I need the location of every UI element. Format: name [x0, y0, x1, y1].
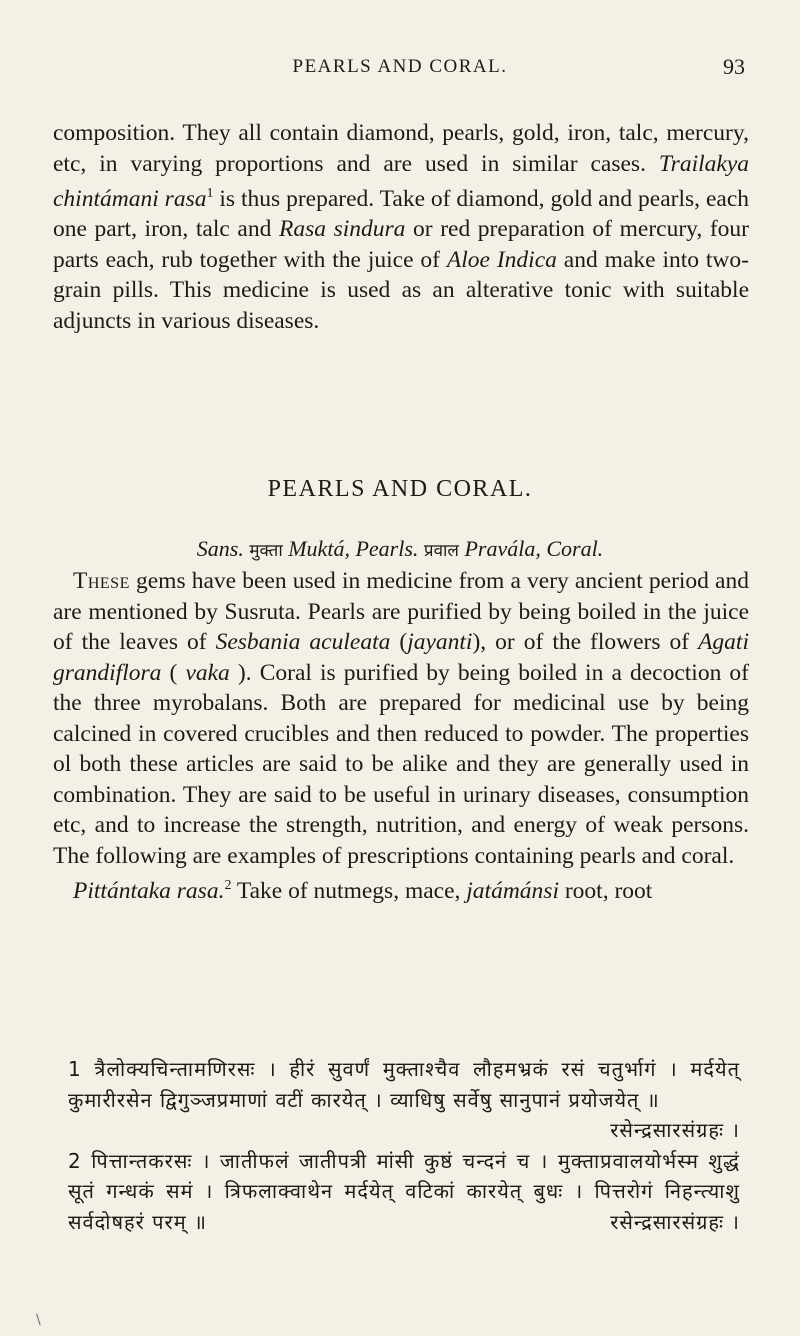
para2-text-5: ). Coral is purified by being boiled in a decoction of the three myrobalans. Both are prepared for medicinal use by being calcined in covered crucibles and then reduced to powder. The properties ol both these articles are said to be alike and they are generally used in combination. They are said to be useful in urinary diseases, consumption etc, and to increase the strength, nutrition, and energy of weak persons. The following are examples of prescriptions containing pearls and coral.: [53, 659, 750, 869]
para1-text-2: is thus prepared. Take of diamond, gold and pearls, each one part, iron, talc and: [53, 185, 750, 243]
aloe-indica: Aloe Indica: [446, 246, 557, 273]
sanskrit-footnotes: [68, 1054, 740, 1237]
devanagari-mukta: मुक्ता: [249, 541, 283, 561]
rasa-sindura: Rasa sindura: [278, 216, 406, 243]
sans-label: Sans.: [196, 536, 244, 561]
paragraph-pearls-coral: [53, 566, 749, 906]
footnote-ref-2: 2: [224, 878, 232, 893]
para2-text-3: ), or of the flowers of: [472, 629, 699, 655]
running-title: PEARLS AND CORAL.: [292, 56, 508, 77]
pittantaka-name: Pittántaka rasa.: [73, 877, 225, 904]
corner-mark: \: [36, 1312, 41, 1328]
pravala-gloss: Pravála, Coral.: [464, 536, 604, 561]
these-smallcaps: These: [73, 568, 130, 594]
footnote-1-text: 1 त्रैलोक्यचिन्तामणिरसः । हीरं सुवर्णं मुक्ताश्चैव लौहमभ्रकं रसं चतुर्भागं । मर्दयेत् कुमारीरसेन द्विगुञ्जप्रमाणां वटीं कारयेत् । व्याधिषु सर्वेषु सानुपानं प्रयोजयेत् ॥: [68, 1057, 740, 1112]
section-heading: PEARLS AND CORAL.: [267, 476, 533, 502]
sanskrit-names-line: [0, 536, 800, 562]
footnote-ref-1: 1: [206, 186, 214, 201]
trailakya-name: Trailakya chintámani rasa: [53, 150, 749, 212]
para1-text-4: and make into two-grain pills. This medicine is used as an alterative tonic with suitable adjuncts in various diseases.: [53, 246, 749, 334]
para3-text-2: root, root: [558, 877, 653, 904]
devanagari-pravala: प्रवाल: [423, 541, 459, 561]
page-number: 93: [723, 54, 745, 79]
jatamansi: jatámánsi: [466, 877, 559, 904]
vaka: vaka: [185, 659, 230, 686]
mukta-gloss: Muktá, Pearls.: [288, 536, 419, 561]
para1-text-1: composition. They all contain diamond, pearls, gold, iron, talc, mercury, etc, in varying proportions and are used in similar cases.: [53, 120, 749, 177]
paragraph-trailakya: [53, 118, 749, 336]
footnote-2: [68, 1146, 740, 1238]
footnote-1: [68, 1054, 740, 1142]
para2-text-2: (: [390, 629, 408, 655]
para2-text-1: gems have been used in medicine from a very ancient period and are mentioned by Susruta. Pearls are purified by being boiled in the juice of the leaves of: [53, 568, 749, 655]
para3-text-1: Take of nutmegs, mace,: [231, 877, 467, 904]
agati: Agati grandiflora: [53, 629, 749, 686]
footnote-2-text: 2 पित्तान्तकरसः । जातीफलं जातीपत्री मांसी कुष्ठं चन्दनं च । मुक्ताप्रवालयोर्भस्म शुद्धं सूतं गन्धकं समं । त्रिफलाक्वाथेन मर्दयेत् वटिकां कारयेत् बुधः । पित्तरोगं निहन्त्याशु सर्वदोषहरं परम् ॥: [68, 1148, 740, 1234]
footnote-1-source: रसेन्द्रसारसंग्रहः ।: [610, 1118, 740, 1142]
para2-text-4: (: [161, 659, 186, 686]
sesbania: Sesbania aculeata: [215, 629, 391, 655]
running-head: [0, 56, 800, 86]
para1-text-3: or red preparation of mercury, four parts each, rub together with the juice of: [53, 216, 750, 273]
footnote-2-source: रसेन्द्रसारसंग्रहः ।: [610, 1209, 740, 1234]
jayanti: jayanti: [407, 629, 473, 655]
